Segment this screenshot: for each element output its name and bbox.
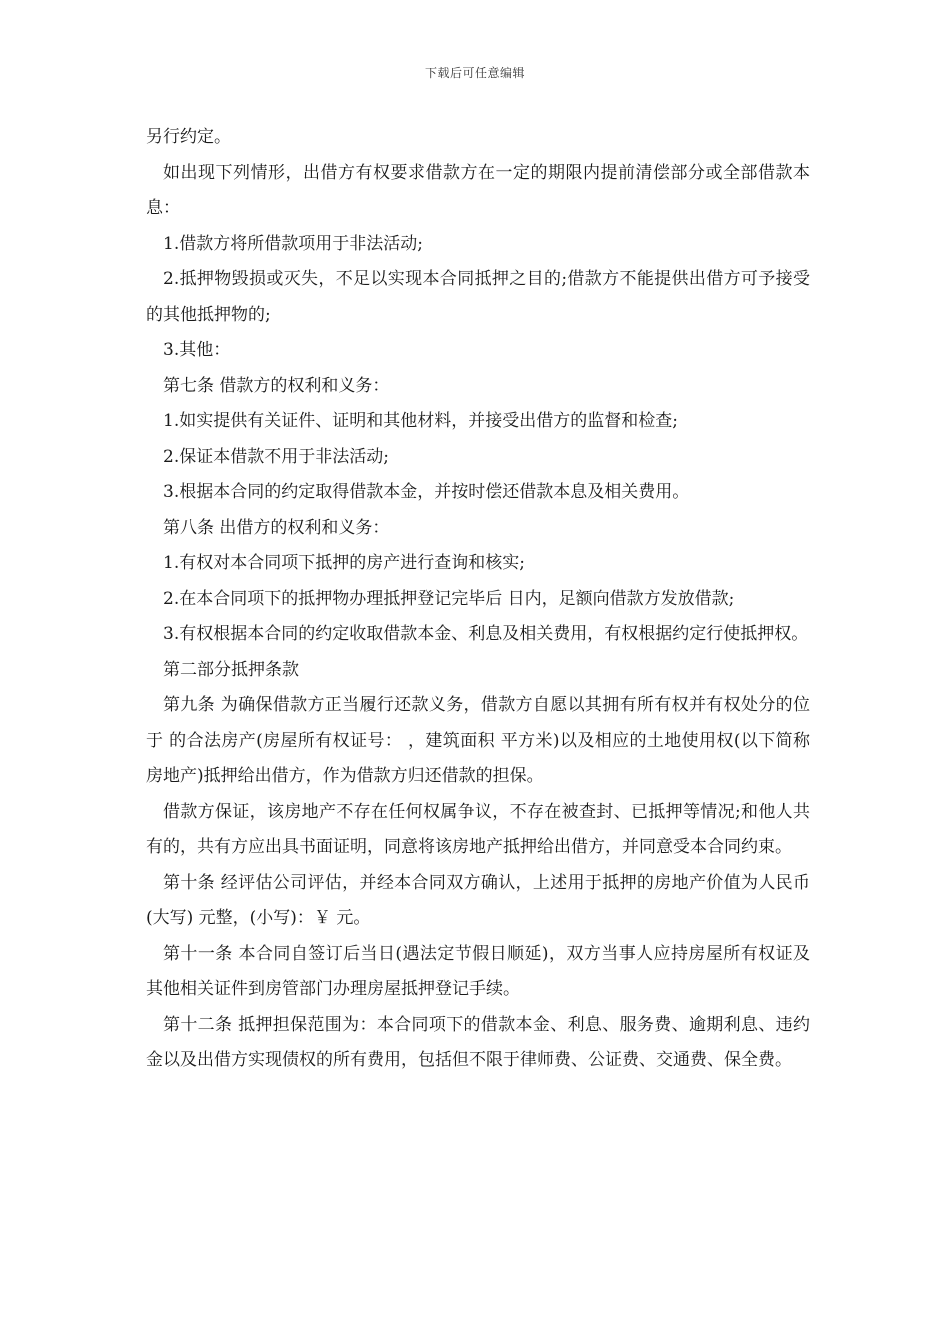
article-paragraph: 第十一条 本合同自签订后当日(遇法定节假日顺延)，双方当事人应持房屋所有权证及其他相关证件到房管部门办理房屋抵押登记手续。 bbox=[146, 943, 810, 999]
article-heading: 第八条 出借方的权利和义务： bbox=[163, 517, 390, 538]
paragraph: 另行约定。 bbox=[146, 127, 231, 147]
list-item: 1.借款方将所借款项用于非法活动; bbox=[163, 233, 423, 254]
list-item: 3.根据本合同的约定取得借款本金，并按时偿还借款本息及相关费用。 bbox=[163, 482, 690, 502]
list-item: 2.在本合同项下的抵押物办理抵押登记完毕后 日内，足额向借款方发放借款; bbox=[163, 588, 735, 609]
paragraph: 如出现下列情形，出借方有权要求借款方在一定的期限内提前清偿部分或全部借款本息： bbox=[146, 162, 810, 218]
list-item: 1.有权对本合同项下抵押的房产进行查询和核实; bbox=[163, 553, 525, 573]
list-item: 3.其他： bbox=[163, 340, 231, 360]
document-body bbox=[146, 120, 810, 1079]
article-paragraph: 第十条 经评估公司评估，并经本合同双方确认，上述用于抵押的房地产价值为人民币(大写) 元整，(小写)：￥ 元。 bbox=[146, 872, 810, 928]
list-item: 2.保证本借款不用于非法活动; bbox=[163, 446, 389, 467]
article-paragraph: 第九条 为确保借款方正当履行还款义务，借款方自愿以其拥有所有权并有权处分的位于 的合法房产(房屋所有权证号： ，建筑面积 平方米)以及相应的土地使用权(以下简称房地产)抵押给出借方，作为借款方归还借款的担保。 bbox=[146, 695, 810, 786]
page-header: 下载后可任意编辑 bbox=[424, 66, 525, 80]
article-heading: 第七条 借款方的权利和义务： bbox=[163, 375, 390, 396]
list-item: 1.如实提供有关证件、证明和其他材料，并接受出借方的监督和检查; bbox=[163, 411, 678, 431]
section-heading: 第二部分抵押条款 bbox=[163, 659, 299, 680]
paragraph: 借款方保证，该房地产不存在任何权属争议，不存在被查封、已抵押等情况;和他人共有的，共有方应出具书面证明，同意将该房地产抵押给出借方，并同意受本合同约束。 bbox=[146, 801, 810, 857]
list-item: 2.抵押物毁损或灭失，不足以实现本合同抵押之目的;借款方不能提供出借方可予接受的其他抵押物的; bbox=[146, 269, 810, 325]
list-item: 3.有权根据本合同的约定收取借款本金、利息及相关费用，有权根据约定行使抵押权。 bbox=[163, 624, 809, 644]
article-paragraph: 第十二条 抵押担保范围为：本合同项下的借款本金、利息、服务费、逾期利息、违约金以及出借方实现债权的所有费用，包括但不限于律师费、公证费、交通费、保全费。 bbox=[146, 1014, 810, 1070]
